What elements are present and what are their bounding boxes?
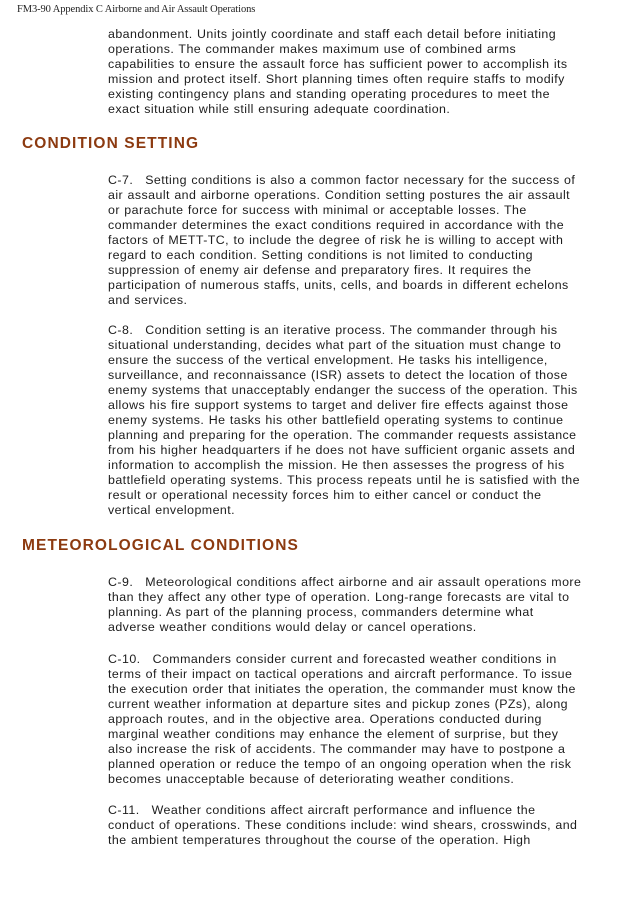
- paragraph-line: adverse weather conditions would delay or cancel operations.: [108, 620, 477, 634]
- paragraph-number: C-9.: [108, 575, 134, 589]
- paragraph-line: result or operational necessity forces him to either cancel or conduct the: [108, 488, 542, 502]
- paragraph-line: or parachute force for success with minimal or acceptable losses. The: [108, 203, 527, 217]
- paragraph-line: operations. The commander makes maximum use of combined arms: [108, 42, 517, 56]
- paragraph-c9: [108, 575, 608, 635]
- paragraph-line: battlefield operating systems. This process repeats until he is satisfied with the: [108, 473, 580, 487]
- paragraph-line: vertical envelopment.: [108, 503, 236, 517]
- paragraph-line: [108, 803, 608, 818]
- paragraph-line: existing contingency plans and standing operating procedures to meet the: [108, 87, 550, 101]
- paragraph-number: C-11.: [108, 803, 140, 817]
- paragraph-line: the ambient temperatures throughout the course of the operation. High: [108, 833, 531, 847]
- paragraph-number: C-10.: [108, 652, 141, 666]
- paragraph-line: surveillance, and reconnaissance (ISR) assets to detect the location of those: [108, 368, 568, 382]
- paragraph-line: terms of their impact on tactical operations and aircraft performance. To issue: [108, 667, 573, 681]
- paragraph-line: current weather information at departure sites and pickup zones (PZs), along: [108, 697, 569, 711]
- paragraph-line: becomes unacceptable because of deteriorating weather conditions.: [108, 772, 515, 786]
- paragraph-line: regard to each condition. Setting conditions is not limited to conducting: [108, 248, 533, 262]
- paragraph-line: from his higher headquarters if he does not have sufficient organic assets and: [108, 443, 576, 457]
- paragraph-line: enemy systems that unacceptably endanger the success of the operation. This: [108, 383, 578, 397]
- paragraph-line: exact situation while still ensuring adequate coordination.: [108, 102, 451, 116]
- paragraph-line: [108, 323, 608, 338]
- paragraph-line: abandonment. Units jointly coordinate and staff each detail before initiating: [108, 27, 557, 41]
- paragraph-line: the execution order that initiates the operation, the commander must know the: [108, 682, 576, 696]
- paragraph-line: allows his fire support systems to target and deliver fire effects against those: [108, 398, 569, 412]
- paragraph-line: ensure the success of the vertical envelopment. He tasks his intelligence,: [108, 353, 548, 367]
- paragraph-line: enemy systems. He tasks his other battlefield operating systems to continue: [108, 413, 564, 427]
- paragraph-text: Setting conditions is also a common factor necessary for the success of: [145, 173, 576, 187]
- paragraph-c10: [108, 652, 608, 787]
- paragraph-text: Condition setting is an iterative process. The commander through his: [145, 323, 558, 337]
- paragraph-line: commander determines the exact conditions required in accordance with the: [108, 218, 565, 232]
- paragraph-line: mission and protect itself. Short planning times often require staffs to modify: [108, 72, 565, 86]
- paragraph-number: C-8.: [108, 323, 134, 337]
- paragraph-text: Meteorological conditions affect airborne and air assault operations more: [145, 575, 582, 589]
- paragraph-number: C-7.: [108, 173, 134, 187]
- paragraph-line: capabilities to ensure the assault force has sufficient power to accomplish its: [108, 57, 568, 71]
- paragraph-line: planning and preparing for the operation. The commander requests assistance: [108, 428, 577, 442]
- paragraph-text: Weather conditions affect aircraft performance and influence the: [151, 803, 536, 817]
- paragraph-line: approach routes, and in the objective area. Operations conducted during: [108, 712, 542, 726]
- paragraph-line: [108, 652, 608, 667]
- paragraph-line: factors of METT-TC, to include the degree of risk he is willing to accept with: [108, 233, 564, 247]
- paragraph-line: planning. As part of the planning process, commanders determine what: [108, 605, 534, 619]
- paragraph-line: [108, 173, 608, 188]
- paragraph-line: air assault and airborne operations. Condition setting postures the air assault: [108, 188, 571, 202]
- paragraph-line: participation of numerous staffs, units, cells, and boards in different echelons: [108, 278, 569, 292]
- section-heading-condition-setting: CONDITION SETTING: [22, 135, 200, 152]
- paragraph-c11: [108, 803, 608, 848]
- paragraph-line: suppression of enemy air defense and preparatory fires. It requires the: [108, 263, 532, 277]
- paragraph-line: conduct of operations. These conditions include: wind shears, crosswinds, and: [108, 818, 578, 832]
- paragraph-c8: [108, 323, 608, 518]
- paragraph-line: and services.: [108, 293, 188, 307]
- paragraph-line: situational understanding, decides what part of the situation must change to: [108, 338, 562, 352]
- section-heading-meteorological-conditions: METEOROLOGICAL CONDITIONS: [22, 537, 299, 554]
- paragraph-line: [108, 575, 608, 590]
- paragraph-line: also increase the risk of accidents. The commander may have to postpone a: [108, 742, 566, 756]
- paragraph-line: marginal weather conditions may enhance the element of surprise, but they: [108, 727, 559, 741]
- paragraph-line: than they affect any other type of operation. Long-range forecasts are vital to: [108, 590, 570, 604]
- paragraph-text: Commanders consider current and forecasted weather conditions in: [152, 652, 557, 666]
- intro-paragraph: [108, 27, 608, 117]
- paragraph-line: information to accomplish the mission. He then assesses the progress of his: [108, 458, 565, 472]
- running-header: FM3-90 Appendix C Airborne and Air Assault Operations: [17, 4, 256, 15]
- paragraph-line: planned operation or reduce the tempo of an ongoing operation when the risk: [108, 757, 572, 771]
- paragraph-c7: [108, 173, 608, 308]
